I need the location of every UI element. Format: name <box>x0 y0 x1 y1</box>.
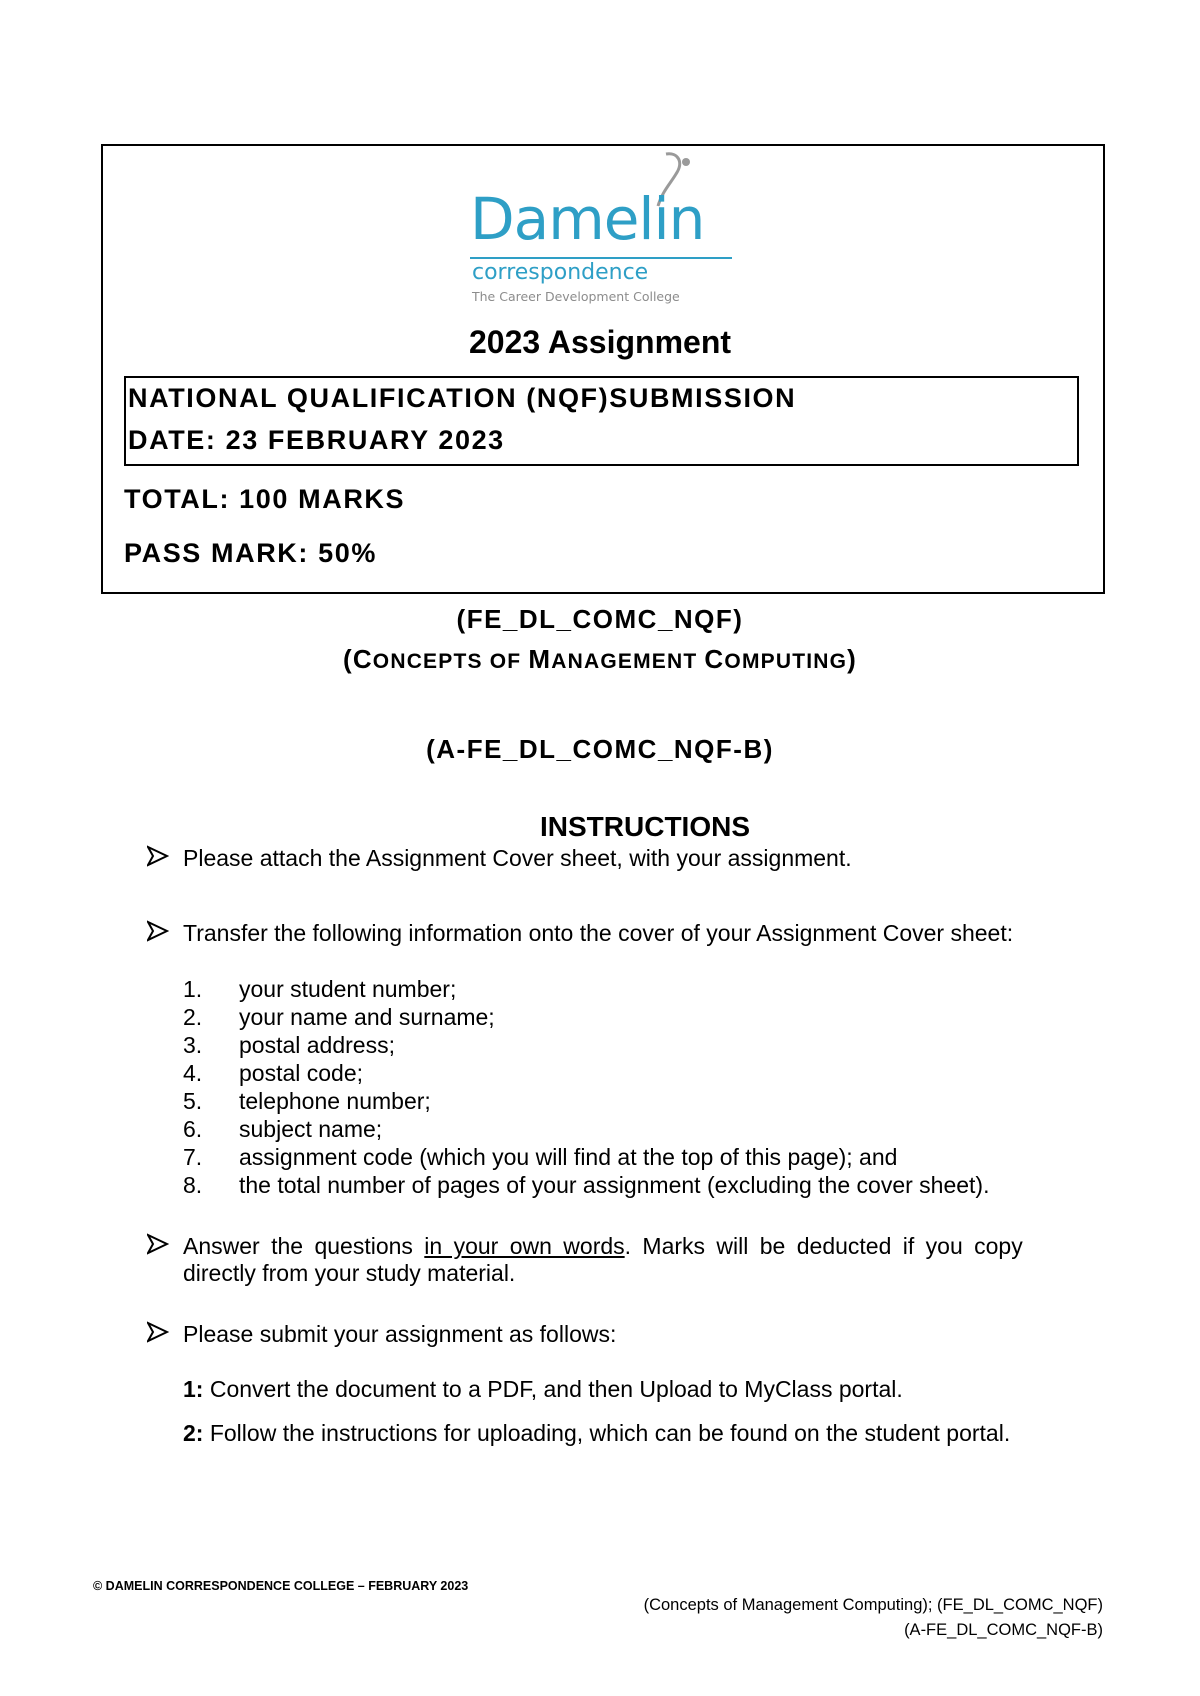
list-item-number: 7. <box>183 1144 203 1170</box>
step-2-text: Follow the instructions for uploading, which can be found on the student portal. <box>203 1420 1011 1446</box>
list-item-number: 1. <box>183 976 203 1002</box>
course-name-w3: ANAGEMENT <box>551 650 698 673</box>
list-item: postal address; <box>239 1032 395 1058</box>
list-item: postal code; <box>239 1060 364 1086</box>
footer-assignment-code: (A-FE_DL_COMC_NQF-B) <box>904 1621 1103 1639</box>
course-name-w4-cap: C <box>704 644 725 674</box>
step-1-text: Convert the document to a PDF, and then Upload to MyClass portal. <box>203 1376 903 1402</box>
arrow-bullet-icon <box>147 845 169 867</box>
arrow-bullet-icon <box>147 1321 169 1343</box>
list-item-number: 4. <box>183 1060 203 1086</box>
pass-mark: PASS MARK: 50% <box>124 538 377 568</box>
course-name-paren-close: ) <box>847 644 858 674</box>
instruction-own-words <box>183 1235 1023 1258</box>
instructions-heading: INSTRUCTIONS <box>540 811 750 842</box>
list-item: telephone number; <box>239 1088 431 1114</box>
list-item: the total number of pages of your assignment (excluding the cover sheet). <box>239 1172 990 1198</box>
submit-step-2 <box>183 1422 1010 1445</box>
list-item-number: 6. <box>183 1116 203 1142</box>
instruction-attach: Please attach the Assignment Cover sheet, with your assignment. <box>183 845 852 871</box>
nqf-submission: NATIONAL QUALIFICATION (NQF)SUBMISSION <box>128 383 797 413</box>
course-name-w1: ONCEPTS <box>372 650 483 673</box>
course-name-w4: OMPUTING <box>724 650 848 673</box>
own-words-text-a: Answer the questions <box>183 1233 413 1259</box>
list-item-number: 5. <box>183 1088 203 1114</box>
arrow-bullet-icon <box>147 920 169 942</box>
logo-wordmark: Damelin <box>470 185 705 253</box>
total-marks: TOTAL: 100 MARKS <box>124 484 406 514</box>
instruction-transfer: Transfer the following information onto the cover of your Assignment Cover sheet: <box>183 920 1014 946</box>
damelin-logo <box>470 150 750 310</box>
submission-date: DATE: 23 FEBRUARY 2023 <box>128 425 505 455</box>
logo-subtitle: correspondence <box>472 260 649 285</box>
list-item: assignment code (which you will find at the top of this page); and <box>239 1144 898 1170</box>
list-item-number: 2. <box>183 1004 203 1030</box>
course-name <box>0 646 1200 672</box>
course-name-w3-cap: M <box>528 644 552 674</box>
footer-course: (Concepts of Management Computing); (FE_DL_COMC_NQF) <box>643 1596 1103 1614</box>
logo-rule <box>470 257 732 259</box>
instruction-submit: Please submit your assignment as follows: <box>183 1321 617 1347</box>
list-item: your student number; <box>239 976 457 1002</box>
course-name-paren: ( <box>342 644 353 674</box>
submit-step-1 <box>183 1378 903 1401</box>
list-item: subject name; <box>239 1116 383 1142</box>
step-2-label: 2: <box>183 1420 204 1446</box>
footer-copyright: © DAMELIN CORRESPONDENCE COLLEGE – FEBRUARY 2023 <box>93 1579 469 1593</box>
logo-tagline: The Career Development College <box>472 289 680 304</box>
instruction-own-words-line2: directly from your study material. <box>183 1260 516 1286</box>
assignment-title: 2023 Assignment <box>468 324 732 360</box>
arrow-bullet-icon <box>147 1233 169 1255</box>
list-item-number: 8. <box>183 1172 203 1198</box>
list-item-number: 3. <box>183 1032 203 1058</box>
course-code: (FE_DL_COMC_NQF) <box>456 604 744 634</box>
own-words-text-b: . Marks will be deducted if you copy <box>624 1233 1023 1259</box>
course-name-w2: OF <box>489 650 522 673</box>
list-item: your name and surname; <box>239 1004 495 1030</box>
assignment-code: (A-FE_DL_COMC_NQF-B) <box>426 734 774 764</box>
step-1-label: 1: <box>183 1376 204 1402</box>
own-words-underlined: in your own words <box>424 1233 625 1259</box>
course-name-w1-cap: C <box>352 644 373 674</box>
